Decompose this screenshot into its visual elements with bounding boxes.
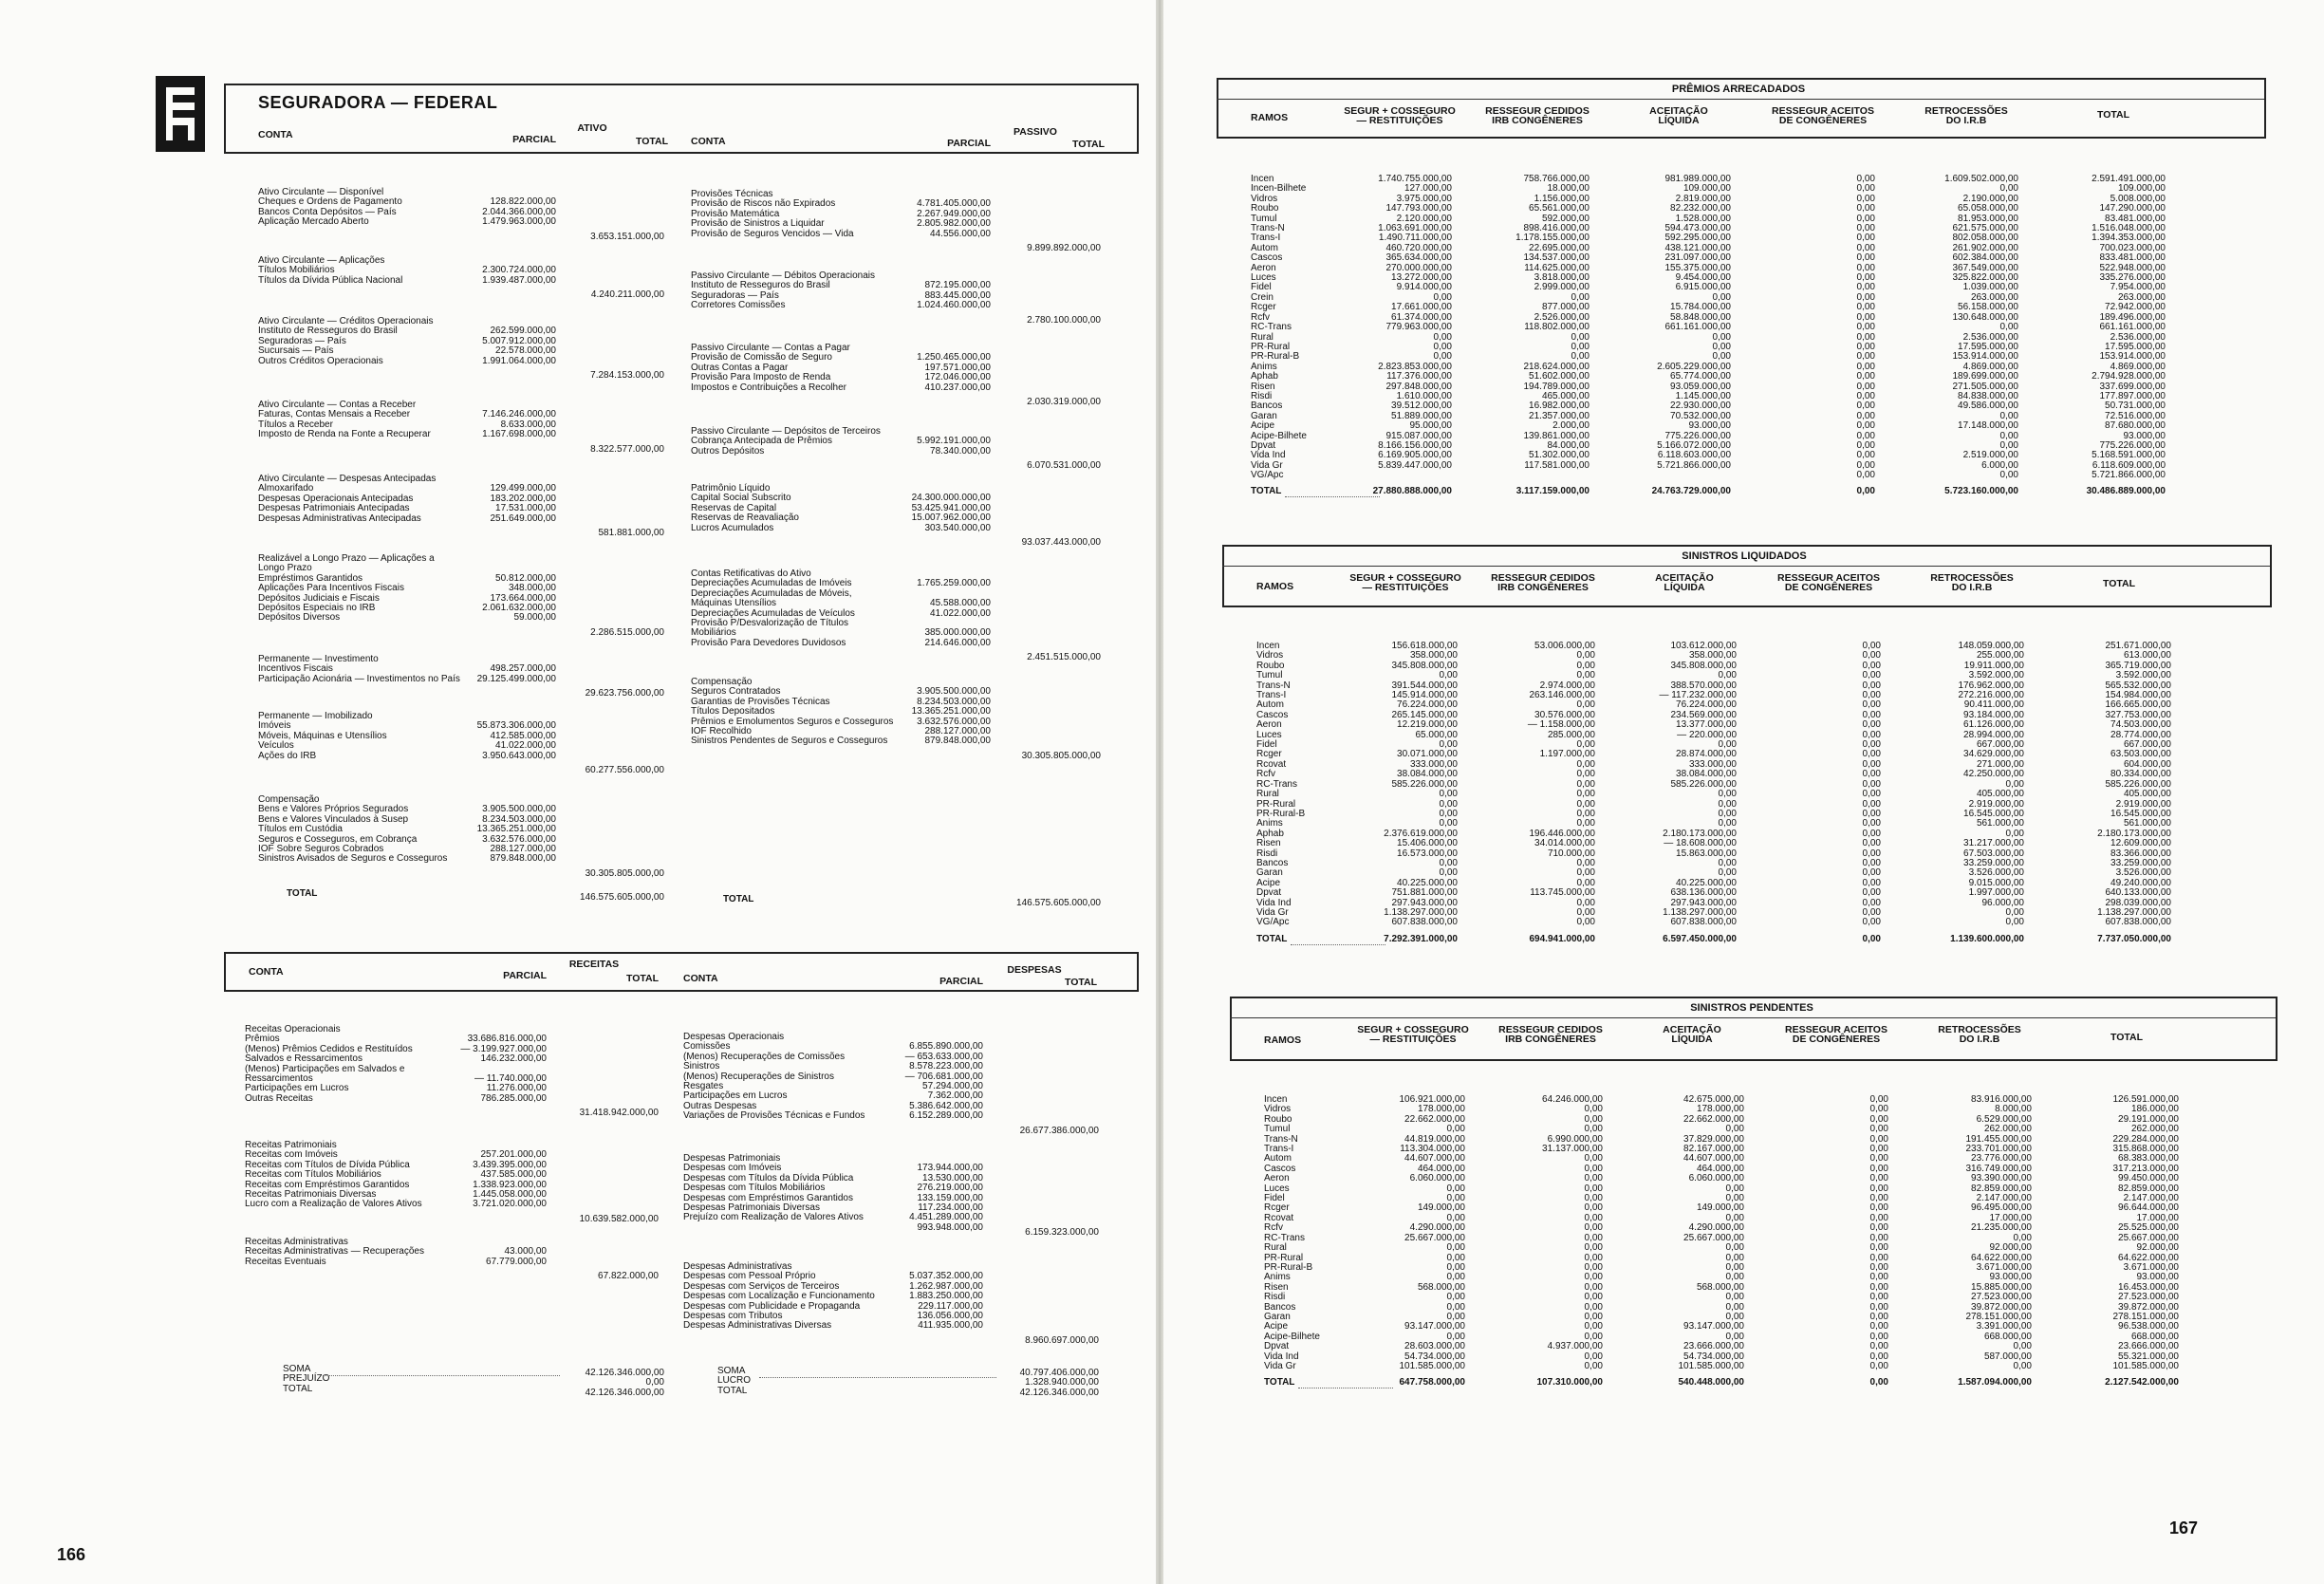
liquidados-col-3: 103.612.000,00 358.000,00 345.808.000,00 0,00 388.570.000,00 — 117.232.000,00 76.224.000,00 234.569.000,00 13.377.000,00 — 220.000,00 0,00 28.874.000,00 333.000,00 38.084.000,00 585.226.000,00 0,00 0,00 0,00 0,00 2.180.173.000,00 — 18.608.000,00 15.863.000,00 0,00 0,00 40.225.000,00 638.136.000,00 297.943.000,00 1.138.297.000,00 607.838.000,00 <box>1659 641 1737 928</box>
liquidados-header-seguro: SEGUR + COSSEGURO — RESTITUIÇÕES <box>1349 572 1461 593</box>
premios-total-3: 24.763.729.000,00 <box>1651 486 1731 497</box>
pendentes-col-3: 42.675.000,00 178.000,00 22.662.000,00 0,00 37.829.000,00 82.167.000,00 44.607.000,00 464.000,00 6.060.000,00 0,00 0,00 149.000,00 0,00 4.290.000,00 25.667.000,00 0,00 0,00 0,00 0,00 568.000,00 0,00 0,00 0,00 93.147.000,00 0,00 23.666.000,00 54.734.000,00 101.585.000,00 <box>1678 1094 1744 1371</box>
header-total-receitas: TOTAL <box>625 973 659 984</box>
ativo-group-total-1: 4.240.211.000,00 <box>590 289 664 301</box>
premios-total-label: TOTAL <box>1251 486 1282 497</box>
passivo-group-labels-4: Patrimônio Líquido Capital Social Subscrito Reservas de Capital Reservas de Reavaliação Lucros Acumulados <box>691 483 799 533</box>
header-conta-passivo: CONTA <box>691 136 726 147</box>
premios-col-1: 1.740.755.000,00 127.000,00 3.975.000,00 147.793.000,00 2.120.000,00 1.063.691.000,00 1.490.711.000,00 460.720.000,00 365.634.000,00 270.000.000,00 13.272.000,00 9.914.000,00 0,00 17.661.000,00 61.374.000,00 779.963.000,00 0,00 0,00 0,00 2.823.853.000,00 117.376.000,00 297.848.000,00 1.610.000,00 39.512.000,00 51.889.000,00 95.000,00 915.087.000,00 8.166.156.000,00 6.169.905.000,00 5.839.447.000,00 <box>1378 174 1452 471</box>
ativo-group-total-5: 2.286.515.000,00 <box>590 626 664 638</box>
ativo-group-total-7: 60.277.556.000,00 <box>585 765 664 775</box>
ativo-group-total-3: 8.322.577.000,00 <box>590 443 664 455</box>
liquidados-total-label: TOTAL <box>1256 933 1288 944</box>
despesas-group-labels-0: Despesas Operacionais Comissões (Menos) Recuperações de Comissões Sinistros (Menos) Recuperações de Sinistros Resgates Participações em Lucros Outras Despesas Variações de Provisões Técnicas e Fundos <box>683 1032 865 1122</box>
ativo-group-total-0: 3.653.151.000,00 <box>590 231 664 242</box>
pendentes-header-retro: RETROCESSÕES DO I.R.B <box>1938 1024 2021 1045</box>
ativo-group-parcial-8: 3.905.500.000,00 8.234.503.000,00 13.365.251.000,00 3.632.576.000,00 288.127.000,00 879.848.000,00 <box>476 804 556 865</box>
liquidados-total-5: 1.139.600.000,00 <box>1950 933 2024 944</box>
header-conta-ativo: CONTA <box>258 129 293 140</box>
page-number-right: 167 <box>2169 1519 2199 1537</box>
passivo-group-labels-0: Provisões Técnicas Provisão de Riscos não Expirados Provisão Matemática Provisão de Sinistros a Liquidar Provisão de Seguros Vencidos — Vida <box>691 189 854 239</box>
receitas-group-parcial-2: 43.000,00 67.779.000,00 <box>486 1246 547 1267</box>
receitas-group-parcial-0: 33.686.816.000,00 — 3.199.927.000,00 146.232.000,00 — 11.740.000,00 11.276.000,00 786.285.000,00 <box>460 1034 547 1104</box>
premios-title: PRÊMIOS ARRECADADOS <box>1671 84 1806 95</box>
ativo-group-parcial-1: 2.300.724.000,00 1.939.487.000,00 <box>482 265 556 286</box>
passivo-group-parcial-0: 4.781.405.000,00 2.267.949.000,00 2.805.982.000,00 44.556.000,00 <box>917 198 991 239</box>
premios-col-6: 2.591.491.000,00 109.000,00 5.008.000,00 147.290.000,00 83.481.000,00 1.516.048.000,00 1.394.353.000,00 700.023.000,00 833.481.000,00 522.948.000,00 335.276.000,00 7.954.000,00 263.000,00 72.942.000,00 189.496.000,00 661.161.000,00 2.536.000,00 17.595.000,00 153.914.000,00 4.869.000,00 2.794.928.000,00 337.699.000,00 177.897.000,00 50.731.000,00 72.516.000,00 87.680.000,00 93.000,00 775.226.000,00 5.168.591.000,00 6.118.609.000,00 5.721.866.000,00 <box>2092 174 2166 481</box>
pendentes-col-2: 64.246.000,00 0,00 0,00 0,00 6.990.000,00 31.137.000,00 0,00 0,00 0,00 0,00 0,00 0,00 0,00 0,00 0,00 0,00 0,00 0,00 0,00 0,00 0,00 0,00 0,00 0,00 0,00 4.937.000,00 0,00 0,00 <box>1542 1094 1603 1371</box>
pendentes-total-6: 2.127.542.000,00 <box>2105 1377 2179 1388</box>
pendentes-col-5: 83.916.000,00 8.000,00 6.529.000,00 262.000,00 191.455.000,00 233.701.000,00 23.776.000,00 316.749.000,00 93.390.000,00 82.859.000,00 2.147.000,00 96.495.000,00 17.000,00 21.235.000,00 0,00 92.000,00 64.622.000,00 3.671.000,00 93.000,00 15.885.000,00 27.523.000,00 39.872.000,00 278.151.000,00 3.391.000,00 668.000,00 0,00 587.000,00 0,00 <box>1965 1094 2032 1371</box>
header-parcial-receitas: PARCIAL <box>503 970 547 981</box>
despesas-group-total-1: 6.159.323.000,00 <box>1025 1226 1099 1238</box>
receitas-group-parcial-1: 257.201.000,00 3.439.395.000,00 437.585.000,00 1.338.923.000,00 1.445.058.000,00 3.721.020.000,00 <box>473 1149 547 1210</box>
passivo-group-total-0: 9.899.892.000,00 <box>1027 243 1101 253</box>
page-number-left: 166 <box>57 1545 86 1564</box>
liquidados-header-aceitacao: ACEITAÇÃO LÍQUIDA <box>1655 572 1714 593</box>
pendentes-header-seguro: SEGUR + COSSEGURO — RESTITUIÇÕES <box>1357 1024 1469 1045</box>
receitas-group-labels-1: Receitas Patrimoniais Receitas com Imóveis Receitas com Títulos de Dívida Pública Receitas com Títulos Mobiliários Receitas com Empréstimos Garantidos Receitas Patrimoniais Diversas Lucro com a Realização de Valores Ativos <box>245 1140 422 1210</box>
receitas-group-total-0: 31.418.942.000,00 <box>579 1108 659 1119</box>
despesas-group-labels-1: Despesas Patrimoniais Despesas com Imóveis Despesas com Títulos da Dívida Pública Despesas com Títulos Mobiliários Despesas com Empréstimos Garantidos Despesas Patrimoniais Diversas Prejuízo com Realização de Valores Ativos <box>683 1153 864 1223</box>
receitas-group-total-1: 10.639.582.000,00 <box>579 1213 659 1224</box>
liquidados-ramos: Incen Vidros Roubo Tumul Trans-N Trans-I Autom Cascos Aeron Luces Fidel Rcger Rcovat Rcfv RC-Trans Rural PR-Rural PR-Rural-B Anims Aphab Risen Risdi Bancos Garan Acipe Dpvat Vida Ind Vida Gr VG/Apc <box>1256 641 1306 928</box>
passivo-group-labels-3: Passivo Circulante — Depósitos de Terceiros Cobrança Antecipada de Prêmios Outros Depósitos <box>691 426 881 457</box>
header-passivo: PASSIVO <box>1013 126 1057 138</box>
ativo-group-total-2: 7.284.153.000,00 <box>590 370 664 381</box>
ativo-group-total-4: 581.881.000,00 <box>598 528 664 538</box>
header-conta-receitas: CONTA <box>249 966 284 978</box>
premios-title-rule <box>1217 99 2264 100</box>
ativo-group-parcial-7: 55.873.306.000,00 412.585.000,00 41.022.000,00 3.950.643.000,00 <box>476 720 556 761</box>
premios-total-2: 3.117.159.000,00 <box>1515 486 1590 497</box>
premios-total-1: 27.880.888.000,00 <box>1372 486 1452 497</box>
header-parcial-ativo: PARCIAL <box>512 134 556 145</box>
pendentes-title-rule <box>1230 1017 2276 1018</box>
ativo-group-parcial-4: 129.499.000,00 183.202.000,00 17.531.000,00 251.649.000,00 <box>490 483 556 524</box>
passivo-group-labels-2: Passivo Circulante — Contas a Pagar Provisão de Comissão de Seguro Outras Contas a Pagar Provisão Para Imposto de Renda Impostos e Contribuições a Recolher <box>691 343 850 393</box>
premios-header-seguro: SEGUR + COSSEGURO — RESTITUIÇÕES <box>1344 105 1456 126</box>
ativo-group-labels-2: Ativo Circulante — Créditos Operacionais Instituto de Resseguros do Brasil Seguradoras — País Sucursais — País Outros Créditos Operacionais <box>258 316 434 366</box>
header-despesas: DESPESAS <box>1007 964 1062 976</box>
premios-total-6: 30.486.889.000,00 <box>2086 486 2166 497</box>
receitas-group-total-2: 67.822.000,00 <box>598 1271 659 1282</box>
liquidados-total-3: 6.597.450.000,00 <box>1663 933 1737 944</box>
receitas-summary-labels: SOMA PREJUÍZO TOTAL <box>283 1364 330 1394</box>
ativo-group-parcial-5: 50.812.000,00 348.000,00 173.664.000,00 2.061.632.000,00 59.000,00 <box>482 572 556 624</box>
pendentes-header-aceitos: RESSEGUR ACEITOS DE CONGÊNERES <box>1785 1024 1887 1045</box>
header-total-ativo: TOTAL <box>635 136 668 147</box>
premios-ramos: Incen Incen-Bilhete Vidros Roubo Tumul Trans-N Trans-I Autom Cascos Aeron Luces Fidel Crein Rcger Rcfv RC-Trans Rural PR-Rural PR-Rural-B Anims Aphab Risen Risdi Bancos Garan Acipe Acipe-Bilhete Dpvat Vida Ind Vida Gr VG/Apc <box>1251 174 1307 481</box>
liquidados-title-rule <box>1222 566 2270 567</box>
passivo-group-total-1: 2.780.100.000,00 <box>1027 314 1101 326</box>
premios-col-4: 0,00 0,00 0,00 0,00 0,00 0,00 0,00 0,00 0,00 0,00 0,00 0,00 0,00 0,00 0,00 0,00 0,00 0,00 0,00 0,00 0,00 0,00 0,00 0,00 0,00 0,00 0,00 0,00 0,00 0,00 0,00 <box>1856 174 1875 481</box>
ativo-group-labels-5: Realizável a Longo Prazo — Aplicações a Longo Prazo Empréstimos Garantidos Aplicações Para Incentivos Fiscais Depósitos Judiciais e Fiscais Depósitos Especiais no IRB Depósitos Diversos <box>258 553 435 624</box>
pendentes-total-4: 0,00 <box>1869 1377 1888 1388</box>
header-receitas: RECEITAS <box>568 959 620 970</box>
liquidados-col-5: 148.059.000,00 255.000,00 19.911.000,00 3.592.000,00 176.962.000,00 272.216.000,00 90.411.000,00 93.184.000,00 61.126.000,00 28.994.000,00 667.000,00 34.629.000,00 271.000,00 42.250.000,00 0,00 405.000,00 2.919.000,00 16.545.000,00 561.000,00 0,00 31.217.000,00 67.503.000,00 33.259.000,00 3.526.000,00 9.015.000,00 1.997.000,00 96.000,00 0,00 0,00 <box>1958 641 2024 928</box>
ativo-group-labels-8: Compensação Bens e Valores Próprios Segurados Bens e Valores Vinculados à Susep Títulos em Custódia Seguros e Cosseguros, em Cobrança IOF Sobre Seguros Cobrados Sinistros Avisados de Seguros e Cosseguros <box>258 794 448 865</box>
ativo-group-total-8: 30.305.805.000,00 <box>585 867 664 879</box>
header-parcial-passivo: PARCIAL <box>947 138 991 149</box>
left-page <box>0 0 1156 1584</box>
liquidados-header-retro: RETROCESSÕES DO I.R.B <box>1930 572 2014 593</box>
premios-col-2: 758.766.000,00 18.000,00 1.156.000,00 65.561.000,00 592.000,00 898.416.000,00 1.178.155.000,00 22.695.000,00 134.537.000,00 114.625.000,00 3.818.000,00 2.999.000,00 0,00 877.000,00 2.526.000,00 118.802.000,00 0,00 0,00 0,00 218.624.000,00 51.602.000,00 194.789.000,00 465.000,00 16.982.000,00 21.357.000,00 2.000,00 139.861.000,00 84.000,00 51.302.000,00 117.581.000,00 <box>1515 174 1590 471</box>
liquidados-total-6: 7.737.050.000,00 <box>2097 933 2171 944</box>
ativo-total-label: TOTAL <box>287 888 318 899</box>
passivo-group-parcial-2: 1.250.465.000,00 197.571.000,00 172.046.000,00 410.237.000,00 <box>917 352 991 393</box>
despesas-summary-labels: SOMA LUCRO TOTAL <box>717 1366 752 1396</box>
passivo-group-parcial-3: 5.992.191.000,00 78.340.000,00 <box>917 436 991 457</box>
passivo-group-labels-1: Passivo Circulante — Débitos Operacionais Instituto de Resseguros do Brasil Seguradoras — País Corretores Comissões <box>691 270 875 311</box>
passivo-group-total-2: 2.030.319.000,00 <box>1027 397 1101 407</box>
company-title: SEGURADORA — FEDERAL <box>258 93 498 112</box>
liquidados-title: SINISTROS LIQUIDADOS <box>1682 550 1807 562</box>
premios-header-aceitacao: ACEITAÇÃO LÍQUIDA <box>1649 105 1708 126</box>
federal-logo <box>156 76 205 152</box>
passivo-group-total-3: 6.070.531.000,00 <box>1027 460 1101 472</box>
header-ativo: ATIVO <box>577 122 607 134</box>
despesas-summary-values: 40.797.406.000,00 1.328.940.000,00 42.126.346.000,00 <box>1019 1368 1099 1398</box>
despesas-group-parcial-2: 5.037.352.000,00 1.262.987.000,00 1.883.250.000,00 229.117.000,00 136.056.000,00 411.935.000,00 <box>909 1271 983 1332</box>
header-conta-despesas: CONTA <box>683 973 718 984</box>
pendentes-title: SINISTROS PENDENTES <box>1690 1002 1813 1014</box>
header-total-passivo: TOTAL <box>1071 139 1105 150</box>
premios-header-aceitos: RESSEGUR ACEITOS DE CONGÊNERES <box>1772 105 1874 126</box>
passivo-group-parcial-4: 24.300.000.000,00 53.425.941.000,00 15.007.962.000,00 303.540.000,00 <box>911 493 991 533</box>
liquidados-header-ressegur: RESSEGUR CEDIDOS IRB CONGÊNERES <box>1491 572 1595 593</box>
premios-header-ramos: RAMOS <box>1251 112 1289 123</box>
ativo-group-parcial-6: 498.257.000,00 29.125.499.000,00 <box>476 663 556 684</box>
pendentes-header-ramos: RAMOS <box>1264 1034 1302 1046</box>
liquidados-total-2: 694.941.000,00 <box>1529 933 1595 944</box>
passivo-group-parcial-5: 1.765.259.000,00 45.588.000,00 41.022.000,00 385.000.000,00 214.646.000,00 <box>917 578 991 648</box>
pendentes-header-total: TOTAL <box>2110 1032 2144 1043</box>
despesas-group-total-0: 26.677.386.000,00 <box>1019 1125 1099 1136</box>
liquidados-header-ramos: RAMOS <box>1256 581 1294 592</box>
pendentes-total-label: TOTAL <box>1264 1377 1295 1388</box>
ativo-group-total-6: 29.623.756.000,00 <box>585 688 664 699</box>
ativo-group-labels-0: Ativo Circulante — Disponível Cheques e Ordens de Pagamento Bancos Conta Depósitos — País Aplicação Mercado Aberto <box>258 187 402 228</box>
receitas-summary-dots <box>323 1374 560 1376</box>
pendentes-total-1: 647.758.000,00 <box>1399 1377 1465 1388</box>
passivo-total-label: TOTAL <box>723 894 754 904</box>
premios-header-ressegur: RESSEGUR CEDIDOS IRB CONGÊNERES <box>1485 105 1590 126</box>
header-parcial-despesas: PARCIAL <box>939 976 983 987</box>
pendentes-total-2: 107.310.000,00 <box>1536 1377 1603 1388</box>
ativo-group-labels-1: Ativo Circulante — Aplicações Títulos Mobiliários Títulos da Dívida Pública Nacional <box>258 255 403 286</box>
liquidados-col-4: 0,00 0,00 0,00 0,00 0,00 0,00 0,00 0,00 0,00 0,00 0,00 0,00 0,00 0,00 0,00 0,00 0,00 0,00 0,00 0,00 0,00 0,00 0,00 0,00 0,00 0,00 0,00 0,00 0,00 <box>1862 641 1881 928</box>
passivo-group-parcial-1: 872.195.000,00 883.445.000,00 1.024.460.000,00 <box>917 280 991 311</box>
premios-col-3: 981.989.000,00 109.000,00 2.819.000,00 82.232.000,00 1.528.000,00 594.473.000,00 592.295.000,00 438.121.000,00 231.097.000,00 155.375.000,00 9.454.000,00 6.915.000,00 0,00 15.784.000,00 58.848.000,00 661.161.000,00 0,00 0,00 0,00 2.605.229.000,00 65.774.000,00 93.059.000,00 1.145.000,00 22.930.000,00 70.532.000,00 93.000,00 775.226.000,00 5.166.072.000,00 6.118.603.000,00 5.721.866.000,00 <box>1657 174 1731 471</box>
premios-total-5: 5.723.160.000,00 <box>1944 486 2018 497</box>
pendentes-total-5: 1.587.094.000,00 <box>1958 1377 2032 1388</box>
passivo-group-labels-6: Compensação Seguros Contratados Garantias de Provisões Técnicas Títulos Depositados Prêmios e Emolumentos Seguros e Cosseguros IOF Recolhido Sinistros Pendentes de Seguros e Cosseguros <box>691 677 894 747</box>
liquidados-col-6: 251.671.000,00 613.000,00 365.719.000,00 3.592.000,00 565.532.000,00 154.984.000,00 166.665.000,00 327.753.000,00 74.503.000,00 28.774.000,00 667.000,00 63.503.000,00 604.000,00 80.334.000,00 585.226.000,00 405.000,00 2.919.000,00 16.545.000,00 561.000,00 2.180.173.000,00 12.609.000,00 83.366.000,00 33.259.000,00 3.526.000,00 49.240.000,00 640.133.000,00 298.039.000,00 1.138.297.000,00 607.838.000,00 <box>2097 641 2171 928</box>
pendentes-col-6: 126.591.000,00 186.000,00 29.191.000,00 262.000,00 229.284.000,00 315.868.000,00 68.383.000,00 317.213.000,00 99.450.000,00 82.859.000,00 2.147.000,00 96.644.000,00 17.000,00 25.525.000,00 25.667.000,00 92.000,00 64.622.000,00 3.671.000,00 93.000,00 16.453.000,00 27.523.000,00 39.872.000,00 278.151.000,00 96.538.000,00 668.000,00 23.666.000,00 55.321.000,00 101.585.000,00 <box>2112 1094 2179 1371</box>
passivo-group-total-6: 30.305.805.000,00 <box>1021 750 1101 761</box>
pendentes-col-4: 0,00 0,00 0,00 0,00 0,00 0,00 0,00 0,00 0,00 0,00 0,00 0,00 0,00 0,00 0,00 0,00 0,00 0,00 0,00 0,00 0,00 0,00 0,00 0,00 0,00 0,00 0,00 0,00 <box>1869 1094 1888 1371</box>
ativo-group-parcial-0: 128.822.000,00 2.044.366.000,00 1.479.963.000,00 <box>482 196 556 228</box>
ativo-group-parcial-2: 262.599.000,00 5.007.912.000,00 22.578.000,00 1.991.064.000,00 <box>482 326 556 366</box>
passivo-group-total-5: 2.451.515.000,00 <box>1027 652 1101 663</box>
pendentes-total-3: 540.448.000,00 <box>1678 1377 1744 1388</box>
liquidados-col-2: 53.006.000,00 0,00 0,00 0,00 2.974.000,00 263.146.000,00 0,00 30.576.000,00 — 1.158.000,00 285.000,00 0,00 1.197.000,00 0,00 0,00 0,00 0,00 0,00 0,00 0,00 196.446.000,00 34.014.000,00 710.000,00 0,00 0,00 0,00 113.745.000,00 0,00 0,00 0,00 <box>1527 641 1595 928</box>
liquidados-header-total: TOTAL <box>2102 578 2136 589</box>
pendentes-ramos: Incen Vidros Roubo Tumul Trans-N Trans-I Autom Cascos Aeron Luces Fidel Rcger Rcovat Rcfv RC-Trans Rural PR-Rural PR-Rural-B Anims Risen Risdi Bancos Garan Acipe Acipe-Bilhete Dpvat Vida Ind Vida Gr <box>1264 1094 1320 1371</box>
receitas-group-labels-2: Receitas Administrativas Receitas Administrativas — Recuperações Receitas Eventuais <box>245 1237 424 1267</box>
liquidados-total-1: 7.292.391.000,00 <box>1384 933 1458 944</box>
liquidados-col-1: 156.618.000,00 358.000,00 345.808.000,00 0,00 391.544.000,00 145.914.000,00 76.224.000,00 265.145.000,00 12.219.000,00 65.000,00 0,00 30.071.000,00 333.000,00 38.084.000,00 585.226.000,00 0,00 0,00 0,00 0,00 2.376.619.000,00 15.406.000,00 16.573.000,00 0,00 0,00 40.225.000,00 751.881.000,00 297.943.000,00 1.138.297.000,00 607.838.000,00 <box>1384 641 1458 928</box>
pendentes-header-ressegur: RESSEGUR CEDIDOS IRB CONGÊNERES <box>1498 1024 1603 1045</box>
liquidados-header-aceitos: RESSEGUR ACEITOS DE CONGÊNERES <box>1777 572 1880 593</box>
pendentes-col-1: 106.921.000,00 178.000,00 22.662.000,00 0,00 44.819.000,00 113.304.000,00 44.607.000,00 464.000,00 6.060.000,00 0,00 0,00 149.000,00 0,00 4.290.000,00 25.667.000,00 0,00 0,00 0,00 0,00 568.000,00 0,00 0,00 0,00 93.147.000,00 0,00 28.603.000,00 54.734.000,00 101.585.000,00 <box>1399 1094 1465 1371</box>
liquidados-total-4: 0,00 <box>1862 933 1881 944</box>
ativo-group-labels-7: Permanente — Imobilizado Imóveis Móveis, Máquinas e Utensílios Veículos Ações do IRB <box>258 711 387 761</box>
ativo-group-labels-3: Ativo Circulante — Contas a Receber Faturas, Contas Mensais a Receber Títulos a Receber Imposto de Renda na Fonte a Recuperar <box>258 400 431 440</box>
passivo-group-total-4: 93.037.443.000,00 <box>1021 537 1101 548</box>
despesas-group-labels-2: Despesas Administrativas Despesas com Pessoal Próprio Despesas com Serviços de Terceiros Despesas com Localização e Funcionamento Despesas com Publicidade e Propaganda Despesas com Tributos Despesas Administrativas Diversas <box>683 1261 875 1332</box>
ativo-group-labels-4: Ativo Circulante — Despesas Antecipadas Almoxarifado Despesas Operacionais Antecipadas Despesas Patrimoniais Antecipadas Despesas Administrativas Antecipadas <box>258 474 437 524</box>
passivo-group-labels-5: Contas Retificativas do Ativo Depreciações Acumuladas de Imóveis Depreciações Acumuladas de Móveis, Máquinas Utensílios Depreciações Acumuladas de Veículos Provisão P/Desvalorização de Títulos Mobiliários Provisão Para Devedores Duvidosos <box>691 568 855 648</box>
despesas-summary-dots <box>759 1376 996 1378</box>
despesas-group-parcial-1: 173.944.000,00 13.530.000,00 276.219.000,00 133.159.000,00 117.234.000,00 4.451.289.000,00 993.948.000,00 <box>909 1163 983 1233</box>
premios-header-total: TOTAL <box>2096 109 2130 121</box>
pendentes-header-aceitacao: ACEITAÇÃO LÍQUIDA <box>1663 1024 1721 1045</box>
receitas-summary-values: 42.126.346.000,00 0,00 42.126.346.000,00 <box>585 1368 664 1398</box>
premios-total-4: 0,00 <box>1856 486 1875 497</box>
passivo-total: 146.575.605.000,00 <box>1016 898 1101 908</box>
right-page <box>1163 0 2324 1584</box>
despesas-group-parcial-0: 6.855.890.000,00 — 653.633.000,00 8.578.223.000,00 — 706.681.000,00 57.294.000,00 7.362.000,00 5.386.642.000,00 6.152.289.000,00 <box>904 1041 983 1122</box>
ativo-group-labels-6: Permanente — Investimento Incentivos Fiscais Participação Acionária — Investimentos no País <box>258 654 460 684</box>
despesas-group-total-2: 8.960.697.000,00 <box>1025 1334 1099 1346</box>
ativo-total: 146.575.605.000,00 <box>580 892 664 903</box>
premios-col-5: 1.609.502.000,00 0,00 2.190.000,00 65.058.000,00 81.953.000,00 621.575.000,00 802.058.000,00 261.902.000,00 602.384.000,00 367.549.000,00 325.822.000,00 1.039.000,00 263.000,00 56.158.000,00 130.648.000,00 0,00 2.536.000,00 17.595.000,00 153.914.000,00 4.869.000,00 189.699.000,00 271.505.000,00 84.838.000,00 49.586.000,00 0,00 17.148.000,00 0,00 0,00 2.519.000,00 6.000,00 0,00 <box>1944 174 2018 481</box>
passivo-group-parcial-6: 3.905.500.000,00 8.234.503.000,00 13.365.251.000,00 3.632.576.000,00 288.127.000,00 879.848.000,00 <box>911 686 991 747</box>
premios-header-retro: RETROCESSÕES DO I.R.B <box>1924 105 2008 126</box>
ativo-group-parcial-3: 7.146.246.000,00 8.633.000,00 1.167.698.000,00 <box>482 409 556 440</box>
header-total-despesas: TOTAL <box>1064 977 1097 988</box>
receitas-group-labels-0: Receitas Operacionais Prêmios (Menos) Prêmios Cedidos e Restituídos Salvados e Ressarcimentos (Menos) Participações em Salvados e Ressarcimentos Participações em Lucros Outras Receitas <box>245 1024 413 1104</box>
